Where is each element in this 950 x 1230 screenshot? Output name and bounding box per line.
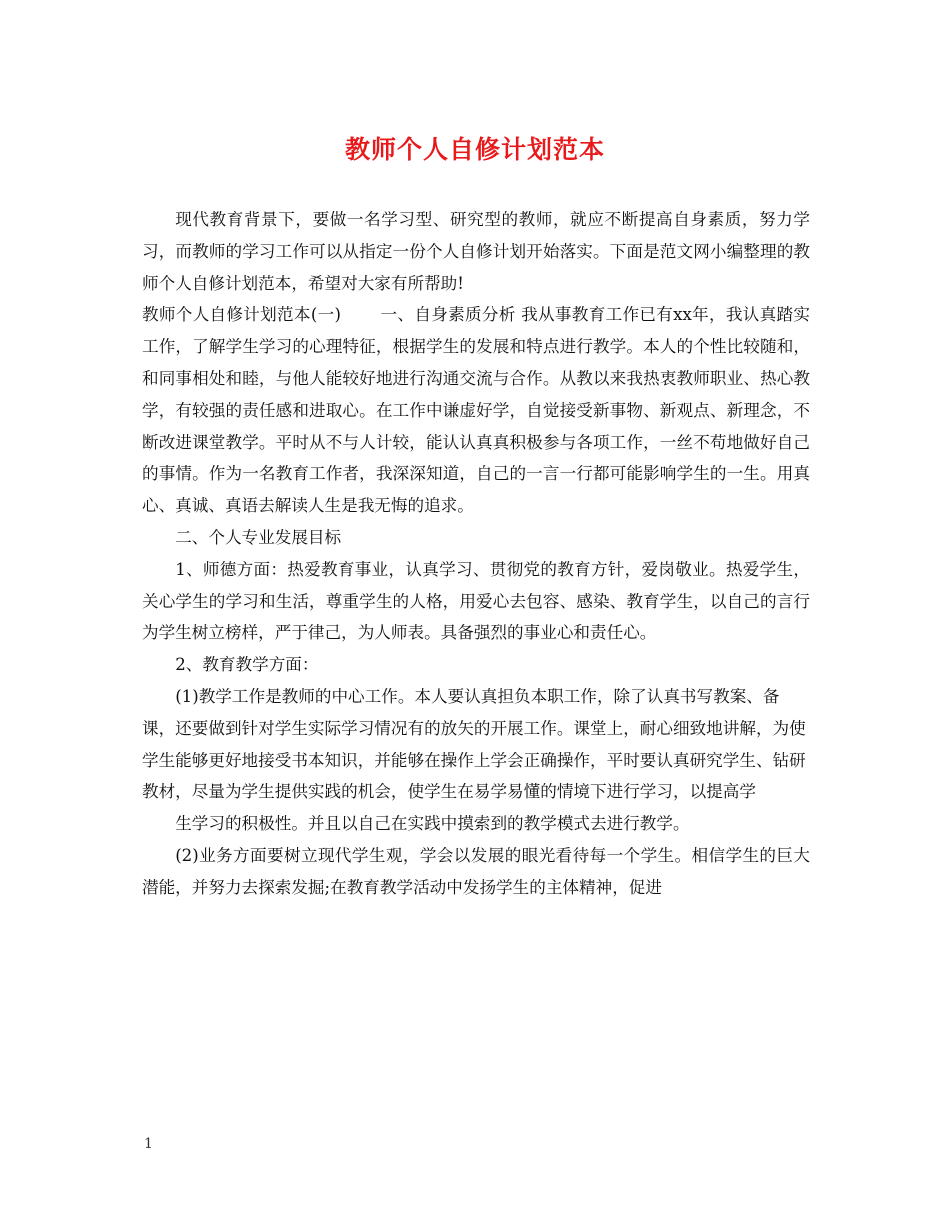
document-title: 教师个人自修计划范本 [344,135,605,164]
paragraph-intro: 现代教育背景下，要做一名学习型、研究型的教师，就应不断提高自身素质，努力学习，而教师的学习工作可以从指定一份个人自修计划开始落实。下面是范文网小编整理的教师个人自修计划范本，希望对大家有所帮助! [142,210,810,293]
paragraph-self-analysis: 教师个人自修计划范本(一) 一、自身素质分析 我从事教育工作已有xx年，我认真踏实工作，了解学生学习的心理特征，根据学生的发展和特点进行教学。本人的个性比较随和，和同事相处和睦，与他人能较好地进行沟通交流与合作。从教以来我热衷教师职业、热心教学，有较强的责任感和进取心。在工作中谦虚好学，自觉接受新事物、新观点、新理念，不断改进课堂教学。平时从不与人计较，能认认真真积极参与各项工作，一丝不苟地做好自己的事情。作为一名教育工作者，我深深知道，自己的一言一行都可能影响学生的一生。用真心、真诚、真语去解读人生是我无悔的追求。 [142,305,810,516]
page-number: 1 [144,1136,153,1152]
paragraph-professional: (2)业务方面要树立现代学生观，学会以发展的眼光看待每一个学生。相信学生的巨大潜能，并努力去探索发掘;在教育教学活动中发扬学生的主体精神，促进 [142,845,810,897]
paragraph-heading-teaching: 2、教育教学方面： [175,655,319,675]
paragraph-ethics: 1、师德方面：热爱教育事业，认真学习、贯彻党的教育方针，爱岗敬业。热爱学生，关心学生的学习和生活，尊重学生的人格，用爱心去包容、感染、教育学生，以自己的言行为学生树立榜样，严于律己，为人师表。具备强烈的事业心和责任心。 [142,559,810,643]
paragraph-teaching-work: (1)教学工作是教师的中心工作。本人要认真担负本职工作，除了认真书写教案、备课，还要做到针对学生实际学习情况有的放矢的开展工作。课堂上，耐心细致地讲解，为使学生能够更好地接受书本知识，并能够在操作上学会正确操作，平时要认真研究学生、钻研教材，尽量为学生提供实践的机会，使学生在易学易懂的情境下进行学习，以提高学 [142,686,806,802]
paragraph-heading-goals: 二、个人专业发展目标 [175,527,342,547]
paragraph-teaching-continued: 生学习的积极性。并且以自己在实践中摸索到的教学模式去进行教学。 [175,814,690,834]
document-body [142,204,810,904]
